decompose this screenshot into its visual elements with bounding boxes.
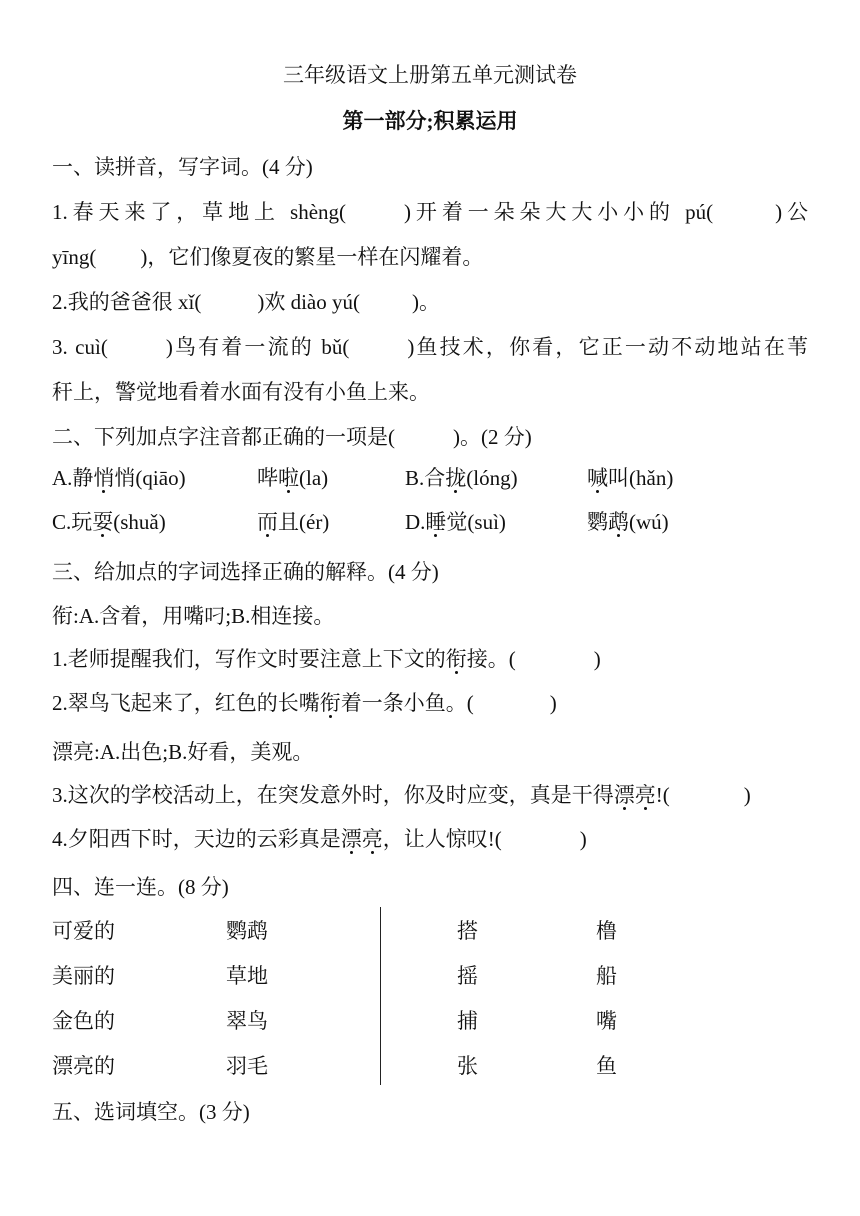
match-left-noun: 羽毛 — [226, 1054, 268, 1078]
match-right-verb: 捕 — [457, 1009, 478, 1033]
match-right-verb: 搭 — [457, 919, 478, 943]
option-d-word-2: 鹦鹉(wú) — [587, 510, 669, 534]
match-right-noun: 橹 — [596, 919, 617, 943]
section-1-question-3-line-1: 3. cuì( )鸟有着一流的 bǔ( )鱼技术，你看，它正一动不动地站在苇 — [52, 335, 808, 359]
page-title: 三年级语文上册第五单元测试卷 — [283, 63, 577, 87]
section-1-heading: 一、读拼音，写字词。(4 分) — [52, 155, 313, 179]
section-3-question-4: 4.夕阳西下时，天边的云彩真是漂亮，让人惊叹!( ) — [52, 827, 587, 851]
section-2-heading: 二、下列加点字注音都正确的一项是( )。(2 分) — [52, 425, 532, 449]
part-title: 第一部分;积累运用 — [342, 109, 518, 133]
option-a-word-1: A.静悄悄(qiāo) — [52, 466, 186, 490]
section-5-heading: 五、选词填空。(3 分) — [52, 1100, 250, 1124]
option-b-word-2: 喊叫(hǎn) — [587, 466, 674, 490]
match-left-noun: 鹦鹉 — [226, 919, 268, 943]
definition-piaoliang: 漂亮:A.出色;B.好看，美观。 — [52, 740, 314, 764]
section-1-question-3-line-2: 秆上，警觉地看着水面有没有小鱼上来。 — [52, 380, 430, 404]
section-4-heading: 四、连一连。(8 分) — [52, 875, 229, 899]
match-left-adjective: 美丽的 — [52, 964, 115, 988]
match-left-adjective: 可爱的 — [52, 919, 115, 943]
option-c-word-1: C.玩耍(shuǎ) — [52, 510, 166, 534]
section-1-question-2: 2.我的爸爸很 xǐ( )欢 diào yú( )。 — [52, 290, 440, 314]
match-right-verb: 张 — [457, 1054, 478, 1078]
section-1-question-1-line-1: 1.春天来了，草地上 shèng( )开着一朵朵大大小小的 pú( )公 — [52, 200, 808, 224]
section-3-question-1: 1.老师提醒我们，写作文时要注意上下文的衔接。( ) — [52, 647, 601, 671]
match-right-verb: 摇 — [457, 964, 478, 988]
match-right-noun: 嘴 — [596, 1009, 617, 1033]
option-d-word-1: D.睡觉(suì) — [405, 510, 506, 534]
section-3-heading: 三、给加点的字词选择正确的解释。(4 分) — [52, 560, 439, 584]
option-c-word-2: 而且(ér) — [257, 510, 330, 534]
match-left-noun: 翠鸟 — [226, 1009, 268, 1033]
option-a-word-2: 哔啦(la) — [257, 466, 329, 490]
match-left-adjective: 漂亮的 — [52, 1054, 115, 1078]
definition-xian: 衔:A.含着，用嘴叼;B.相连接。 — [52, 604, 335, 628]
section-3-question-3: 3.这次的学校活动上，在突发意外时，你及时应变，真是干得漂亮!( ) — [52, 783, 751, 807]
section-3-question-2: 2.翠鸟飞起来了，红色的长嘴衔着一条小鱼。( ) — [52, 691, 557, 715]
match-left-adjective: 金色的 — [52, 1009, 115, 1033]
match-right-noun: 船 — [596, 964, 617, 988]
match-right-noun: 鱼 — [596, 1054, 617, 1078]
section-1-question-1-line-2: yīng( )，它们像夏夜的繁星一样在闪耀着。 — [52, 245, 484, 269]
match-left-noun: 草地 — [226, 964, 268, 988]
option-b-word-1: B.合拢(lóng) — [405, 466, 518, 490]
column-divider — [380, 907, 381, 1085]
